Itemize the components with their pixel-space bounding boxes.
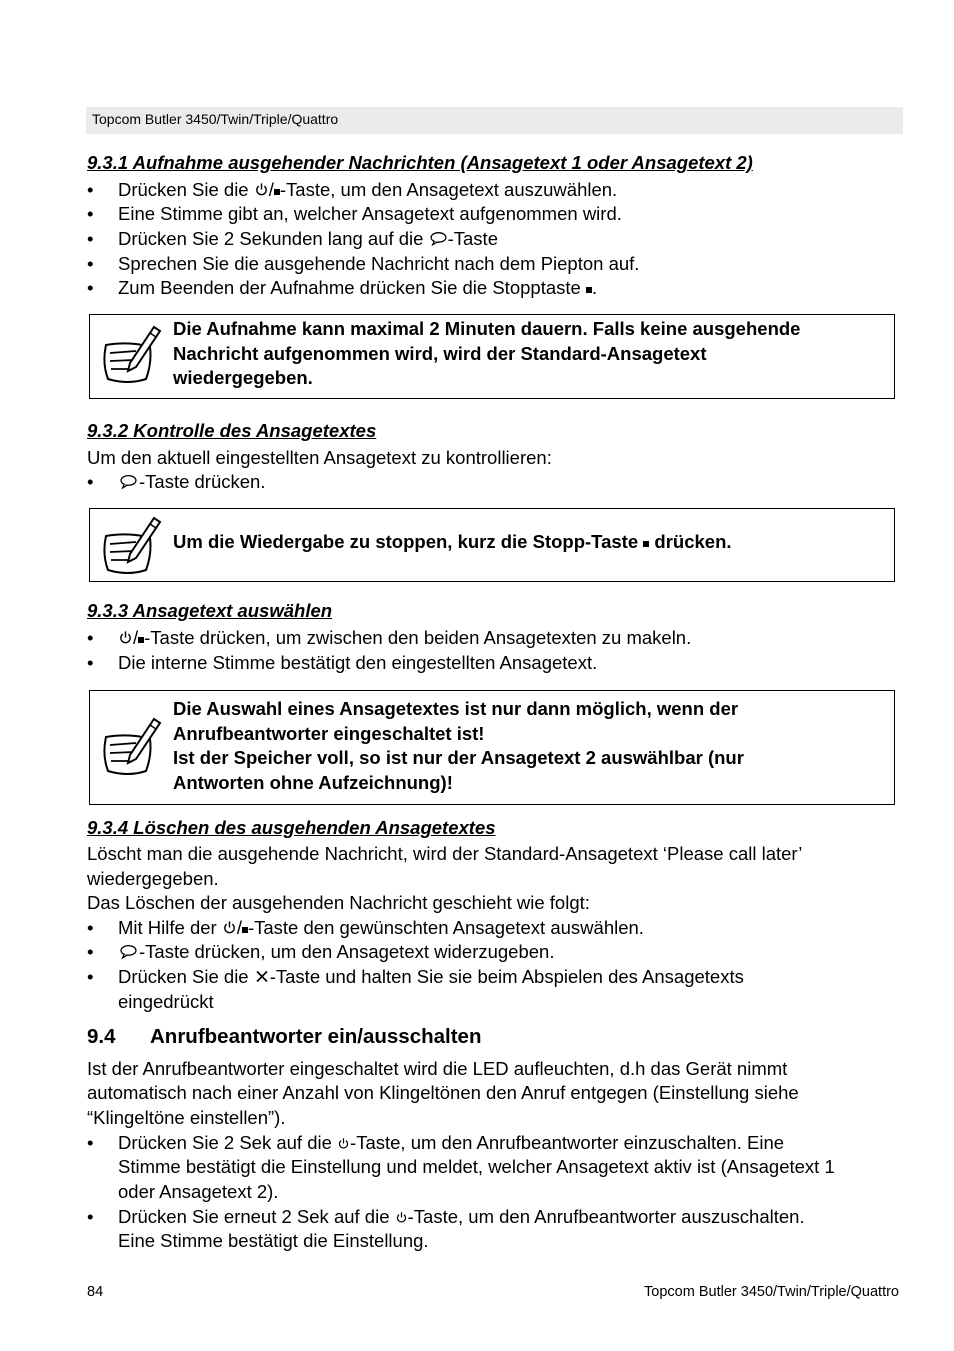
section-title-9-3-2: 9.3.2 Kontrolle des Ansagetextes: [87, 420, 377, 441]
bullet: •: [87, 941, 94, 962]
item-text: Stimme bestätigt die Einstellung und meldet, welcher Ansagetext aktiv ist (Ansagetext 1: [118, 1156, 835, 1177]
bullet: •: [87, 1132, 94, 1153]
delete-icon: [254, 968, 270, 985]
note-text: Die Auswahl eines Ansagetextes ist nur dann möglich, wenn der: [173, 698, 739, 719]
section-title: Anrufbeantworter ein/ausschalten: [150, 1025, 482, 1048]
bullet: •: [87, 917, 94, 938]
bullet: •: [87, 471, 94, 492]
item-text: Drücken Sie erneut 2 Sek auf die: [118, 1206, 395, 1227]
note-box: [89, 314, 895, 399]
note-box: [89, 508, 895, 582]
bullet: •: [87, 627, 94, 648]
item-text: Drücken Sie die: [118, 966, 254, 987]
note-text-part: drücken.: [654, 531, 732, 552]
item-text: -Taste und halten Sie sie beim Abspielen des Ansagetexts: [269, 966, 744, 987]
bullet: •: [87, 966, 94, 987]
bullet: •: [87, 253, 94, 274]
note-text: Nachricht aufgenommen wird, wird der Standard-Ansagetext: [173, 343, 707, 364]
item-text: -Taste drücken, um den Ansagetext widerzugeben.: [139, 941, 555, 962]
bullet: •: [87, 179, 94, 200]
note-box: [89, 690, 895, 805]
item-text: Drücken Sie 2 Sek auf die: [118, 1132, 338, 1153]
power-icon: [222, 919, 237, 936]
item-text: eingedrückt: [118, 991, 214, 1012]
play-icon: [118, 943, 139, 960]
paragraph: Löscht man die ausgehende Nachricht, wird der Standard-Ansagetext ‘Please call later’: [87, 843, 803, 864]
footer-title: Topcom Butler 3450/Twin/Triple/Quattro: [644, 1284, 899, 1300]
item-text: -Taste, um den Anrufbeantworter einzuschalten. Eine: [350, 1132, 785, 1153]
paragraph: wiedergegeben.: [87, 868, 219, 889]
item-text: Sprechen Sie die ausgehende Nachricht nach dem Piepton auf.: [118, 253, 640, 274]
note-pencil-icon: [100, 514, 162, 576]
bullet: •: [87, 228, 94, 249]
section-title-9-3-3: 9.3.3 Ansagetext auswählen: [87, 600, 333, 621]
power-icon: [337, 1136, 350, 1151]
item-text: .: [591, 277, 598, 298]
section-title-9-3-1: 9.3.1 Aufnahme ausgehender Nachrichten (Ansagetext 1 oder Ansagetext 2): [87, 152, 753, 173]
note-text-part: Um die Wiedergabe zu stoppen, kurz die Stopp-Taste: [173, 531, 644, 552]
item-text: Drücken Sie 2 Sekunden lang auf die: [118, 228, 429, 249]
play-icon: [429, 230, 448, 247]
paragraph: Um den aktuell eingestellten Ansagetext zu kontrollieren:: [87, 447, 552, 468]
note-text: Anrufbeantworter eingeschaltet ist!: [173, 723, 485, 744]
note-pencil-icon: [100, 323, 162, 385]
bullet: •: [87, 652, 94, 673]
item-text: Eine Stimme bestätigt die Einstellung.: [118, 1230, 429, 1251]
running-header-title: Topcom Butler 3450/Twin/Triple/Quattro: [92, 111, 339, 127]
item-text: -Taste drücken, um zwischen den beiden Ansagetexten zu makeln.: [144, 627, 692, 648]
slash: /: [236, 917, 242, 938]
item-text: -Taste, um den Anrufbeantworter auszuschalten.: [407, 1206, 805, 1227]
item-text: Drücken Sie die: [118, 179, 254, 200]
note-text: wiedergegeben.: [173, 367, 313, 388]
section-heading-9-4: [87, 1025, 481, 1049]
play-icon: [118, 473, 139, 490]
page-number: 84: [87, 1284, 104, 1300]
paragraph: Ist der Anrufbeantworter eingeschaltet wird die LED aufleuchten, d.h das Gerät nimmt: [87, 1058, 788, 1079]
item-text: Die interne Stimme bestätigt den eingestellten Ansagetext.: [118, 652, 598, 673]
item-text: -Taste den gewünschten Ansagetext auswählen.: [247, 917, 644, 938]
item-text: oder Ansagetext 2).: [118, 1181, 279, 1202]
power-icon: [395, 1210, 408, 1225]
paragraph: “Klingeltöne einstellen”).: [87, 1107, 286, 1128]
slash: /: [268, 179, 274, 200]
note-text: Die Aufnahme kann maximal 2 Minuten dauern. Falls keine ausgehende: [173, 318, 801, 339]
section-number: 9.4: [87, 1025, 116, 1048]
paragraph: automatisch nach einer Anzahl von Klingeltönen den Anruf entgegen (Einstellung siehe: [87, 1082, 799, 1103]
stop-icon: [643, 541, 649, 547]
power-icon: [118, 629, 133, 646]
item-text: -Taste: [447, 228, 498, 249]
bullet: •: [87, 277, 94, 298]
running-header: [86, 107, 903, 134]
note-text: Antworten ohne Aufzeichnung)!: [173, 772, 453, 793]
bullet: •: [87, 1206, 94, 1227]
item-text: Zum Beenden der Aufnahme drücken Sie die Stopptaste: [118, 277, 586, 298]
item-text: Eine Stimme gibt an, welcher Ansagetext aufgenommen wird.: [118, 203, 622, 224]
power-icon: [254, 181, 269, 198]
paragraph: Das Löschen der ausgehenden Nachricht geschieht wie folgt:: [87, 892, 590, 913]
item-text: -Taste drücken.: [139, 471, 266, 492]
note-text: Ist der Speicher voll, so ist nur der Ansagetext 2 auswählbar (nur: [173, 747, 744, 768]
bullet: •: [87, 203, 94, 224]
note-pencil-icon: [100, 715, 162, 777]
item-text: -Taste, um den Ansagetext auszuwählen.: [279, 179, 618, 200]
section-title-9-3-4: 9.3.4 Löschen des ausgehenden Ansagetextes: [87, 817, 496, 838]
item-text: Mit Hilfe der: [118, 917, 222, 938]
slash: /: [133, 627, 139, 648]
note-text: [173, 530, 732, 555]
